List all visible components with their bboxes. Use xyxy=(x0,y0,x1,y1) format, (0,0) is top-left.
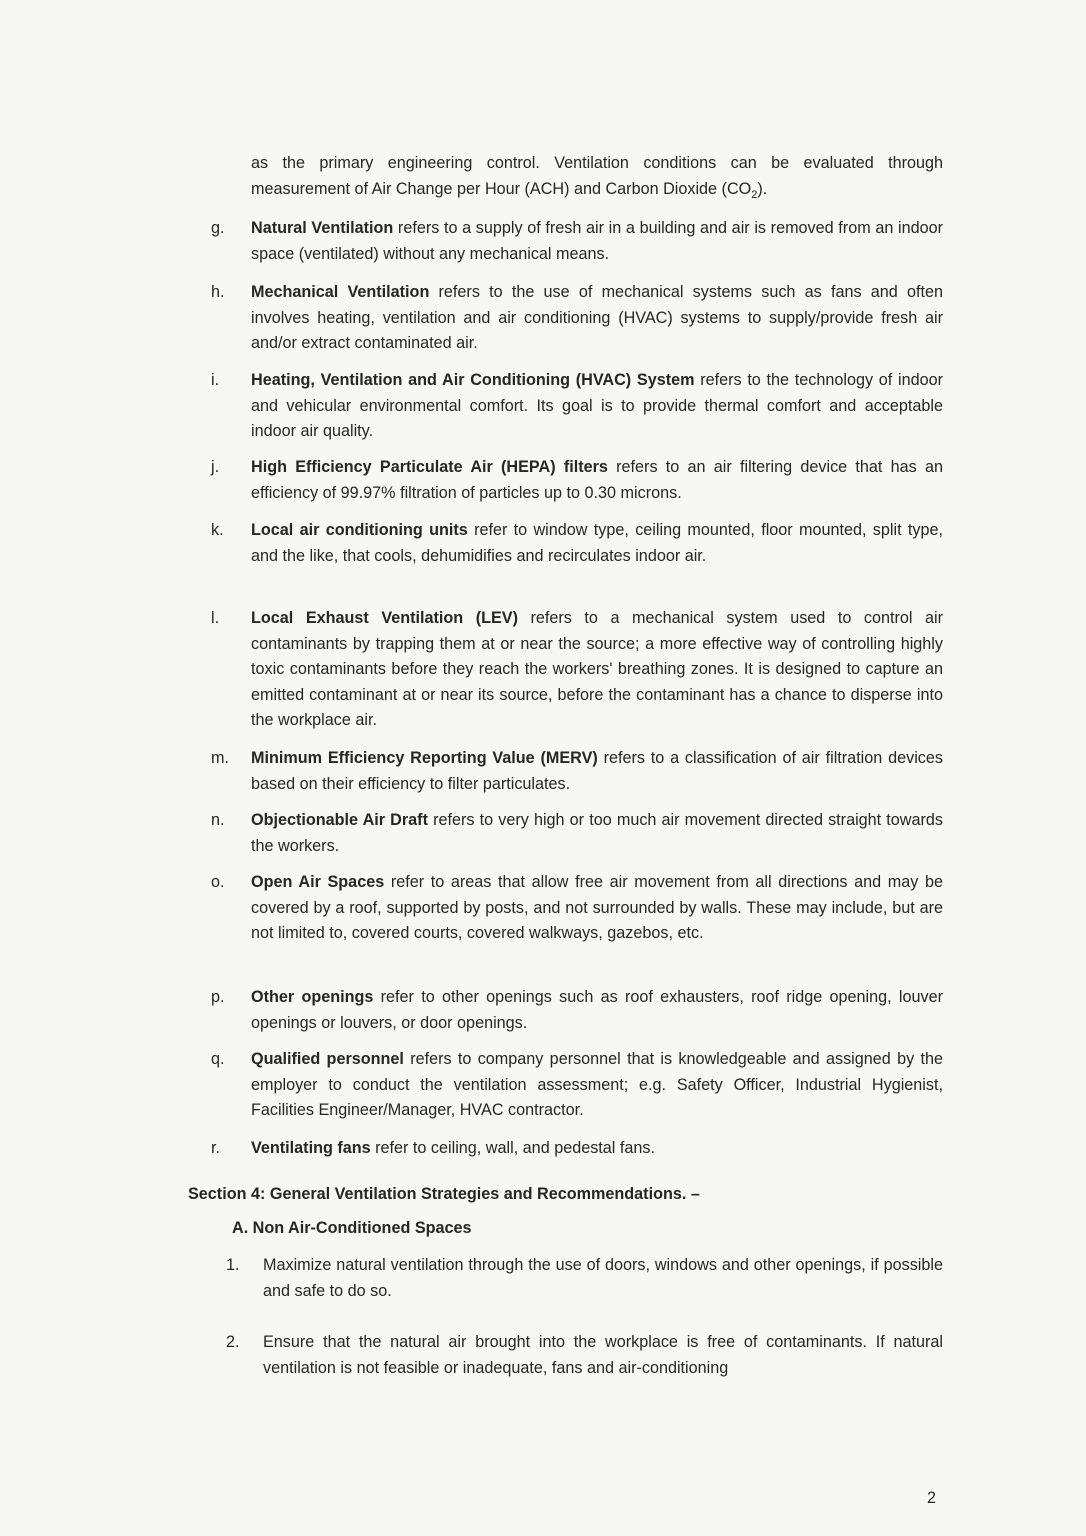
page-number: 2 xyxy=(927,1489,937,1507)
definition-term: Qualified personnel xyxy=(251,1050,404,1068)
definition-text: refers to a supply of fresh air in a building and air is removed from an indoor space (ventilated) without any mechanical means. xyxy=(251,219,943,263)
item-letter: h. xyxy=(211,283,225,301)
definition-term: Local Exhaust Ventilation (LEV) xyxy=(251,609,518,627)
definition-item-q xyxy=(211,1047,943,1124)
definition-text: refer to other openings such as roof exhausters, roof ridge opening, louver openings or louvers, or door openings. xyxy=(251,988,943,1032)
definition-term: Open Air Spaces xyxy=(251,873,385,891)
item-letter: m. xyxy=(211,749,229,767)
item-number: 1. xyxy=(226,1256,240,1274)
definition-item-l xyxy=(211,606,943,734)
item-letter: r. xyxy=(211,1139,220,1157)
definition-term: Other openings xyxy=(251,988,374,1006)
continuation-text: as the primary engineering control. Ventilation conditions can be evaluated through measurement of Air Change per Hour (ACH) and Carbon Dioxide (CO xyxy=(251,154,943,198)
definition-text: refers to very high or too much air movement directed straight towards the workers. xyxy=(251,811,943,855)
definition-item-m xyxy=(211,746,943,797)
item-letter: j. xyxy=(211,458,220,476)
definition-item-j xyxy=(211,455,943,506)
item-number: 2. xyxy=(226,1333,240,1351)
definition-item-k xyxy=(211,518,943,569)
definition-term: Mechanical Ventilation xyxy=(251,283,430,301)
item-letter: l. xyxy=(211,609,220,627)
definition-item-g xyxy=(211,216,943,267)
item-letter: g. xyxy=(211,219,225,237)
definition-text: refer to window type, ceiling mounted, floor mounted, split type, and the like, that cools, dehumidifies and recirculates indoor air. xyxy=(251,521,943,565)
definition-term: Objectionable Air Draft xyxy=(251,811,428,829)
item-text: Ensure that the natural air brought into the workplace is free of contaminants. If natural ventilation is not feasible or inadequate, fans and air-conditioning xyxy=(263,1333,943,1377)
definition-text: refer to areas that allow free air movement from all directions and may be covered by a roof, supported by posts, and not surrounded by walls. These may include, but are not limited to, covered courts, covered walkways, gazebos, etc. xyxy=(251,873,943,942)
definition-text: refers to the technology of indoor and vehicular environmental comfort. Its goal is to provide thermal comfort and acceptable indoor air quality. xyxy=(251,371,943,440)
definition-item-o xyxy=(211,870,943,947)
item-letter: k. xyxy=(211,521,224,539)
item-text: Maximize natural ventilation through the use of doors, windows and other openings, if possible and safe to do so. xyxy=(263,1256,943,1300)
continuation-tail: ). xyxy=(757,179,768,198)
definition-term: High Efficiency Particulate Air (HEPA) filters xyxy=(251,458,608,476)
definition-term: Minimum Efficiency Reporting Value (MERV) xyxy=(251,749,598,767)
section-heading: Section 4: General Ventilation Strategies and Recommendations. – xyxy=(188,1185,700,1203)
definition-text: refers to company personnel that is knowledgeable and assigned by the employer to conduct the ventilation assessment; e.g. Safety Officer, Industrial Hygienist, Facilities Engineer/Manager, HVAC contractor. xyxy=(251,1050,943,1119)
item-letter: p. xyxy=(211,988,225,1006)
definition-term: Local air conditioning units xyxy=(251,521,468,539)
definition-item-n xyxy=(211,808,943,859)
definition-text: refers to an air filtering device that has an efficiency of 99.97% filtration of particles up to 0.30 microns. xyxy=(251,458,944,502)
definition-item-r xyxy=(211,1136,943,1162)
definition-text: refers to a mechanical system used to control air contaminants by trapping them at or near the source; a more effective way of controlling highly toxic contaminants before they reach the workers' breathing zones. It is designed to capture an emitted contaminant at or near its source, before the contaminant has a chance to disperse into the workplace air. xyxy=(251,609,943,729)
definition-term: Ventilating fans xyxy=(251,1139,371,1157)
numbered-item-1 xyxy=(226,1253,943,1304)
item-letter: o. xyxy=(211,873,225,891)
definition-text: refers to the use of mechanical systems such as fans and often involves heating, ventilation and air conditioning (HVAC) systems to supply/provide fresh air and/or extract contaminated air. xyxy=(251,283,943,352)
definition-text: refers to a classification of air filtration devices based on their efficiency to filter particulates. xyxy=(251,749,943,793)
continuation-paragraph xyxy=(251,151,943,202)
numbered-item-2 xyxy=(226,1330,943,1381)
item-letter: n. xyxy=(211,811,225,829)
subsection-heading: A. Non Air-Conditioned Spaces xyxy=(232,1219,472,1237)
definition-item-h xyxy=(211,280,943,357)
definition-item-p xyxy=(211,985,943,1036)
definition-term: Heating, Ventilation and Air Conditioning (HVAC) System xyxy=(251,371,695,389)
definition-term: Natural Ventilation xyxy=(251,219,394,237)
item-letter: i. xyxy=(211,371,220,389)
co2-subscript: 2 xyxy=(751,188,758,201)
definition-text: refer to ceiling, wall, and pedestal fans. xyxy=(370,1139,655,1157)
item-letter: q. xyxy=(211,1050,225,1068)
definition-item-i xyxy=(211,368,943,445)
